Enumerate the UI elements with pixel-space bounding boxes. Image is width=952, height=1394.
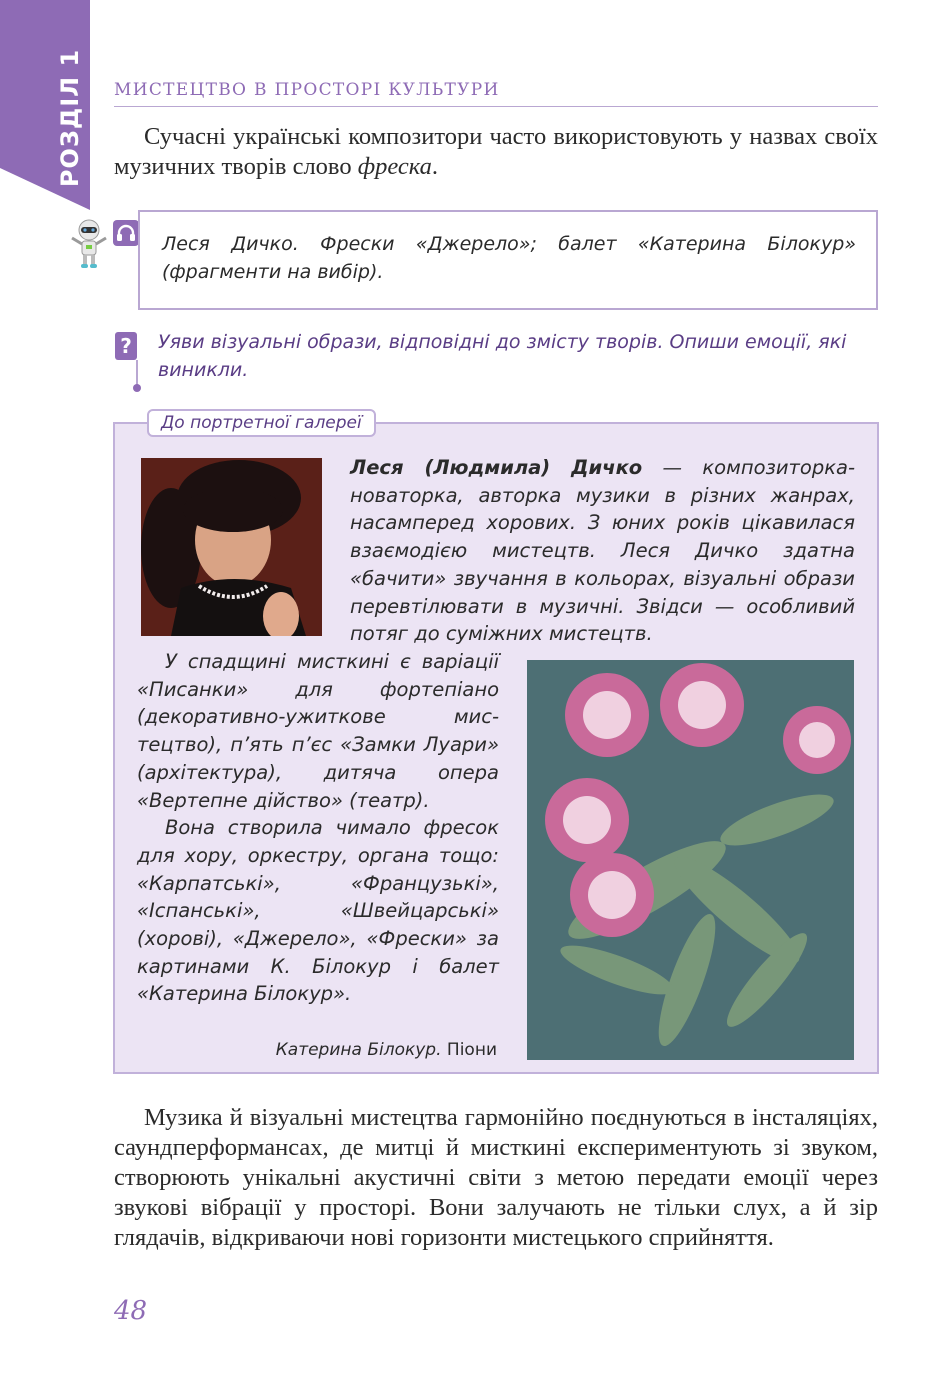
painting-caption: Катерина Білокур. Піони — [275, 1040, 497, 1060]
listening-box — [138, 210, 878, 310]
works-text — [137, 648, 499, 1008]
closing-paragraph: Музика й візуальні мистецтва гармонійно поєднуються в інсталяціях, саундперформансах, де митці й мисткині експериментують зі звуком, створюють унікальні акустичні світи з метою передати емоції через звукові вібрації у просторі. Вони залучають не тільки слух, а й зір глядачів, відкриваючи нові горизонти мистецького сприйняття. — [114, 1104, 878, 1251]
question-icon: ? — [115, 332, 137, 360]
running-header: МИСТЕЦТВО В ПРОСТОРІ КУЛЬТУРИ — [114, 80, 500, 100]
works-paragraph: У спадщині мисткині є варіації «Писанки» для фортепіано (декоративно-ужиткове мистецтво), п’ять п’єс «Замки Луари» (архітектура), дитяча опера «Вертепне дійство» (театр). — [137, 650, 499, 812]
gallery-label: До портретної галереї — [147, 409, 376, 437]
listening-text: Леся Дичко. Фрески «Джерело»; балет «Катерина Білокур» (фрагменти на вибір). — [162, 233, 856, 283]
question-dot — [133, 384, 141, 392]
painting-image — [527, 660, 854, 1060]
header-divider — [114, 106, 878, 107]
headphones-icon — [113, 220, 139, 246]
robot-icon — [67, 218, 111, 270]
bio-paragraph: Леся (Людмила) Дичко — композиторка-новаторка, авторка музики в різних жанрах, насамперед хорових. З юних років цікавилася взаємодією мистецтв. Леся Дичко здатна «бачити» звучання в кольорах, візуальні образи перевтілювати в музичні. Звідси — особливий потяг до суміжних мистецтв. — [350, 456, 855, 646]
intro-paragraph: Сучасні українські композитори часто використовують у назвах своїх музичних творів слово фреска. — [114, 123, 878, 180]
section-tab-label: РОЗДІЛ 1 — [56, 48, 84, 188]
portrait-photo — [141, 458, 322, 636]
page-number: 48 — [114, 1296, 148, 1326]
question-text: Уяви візуальні образи, відповідні до змісту творів. Опиши емоції, які виникли. — [158, 331, 847, 381]
works-paragraph: Вона створила чимало фресок для хору, оркестру, органа тощо: «Карпатські», «Французькі», «Іспанські», «Швейцарські» (хорові), «Джерело», «Фрески» за картинами К. Білокур і балет «Катерина Білокур». — [137, 816, 499, 1006]
